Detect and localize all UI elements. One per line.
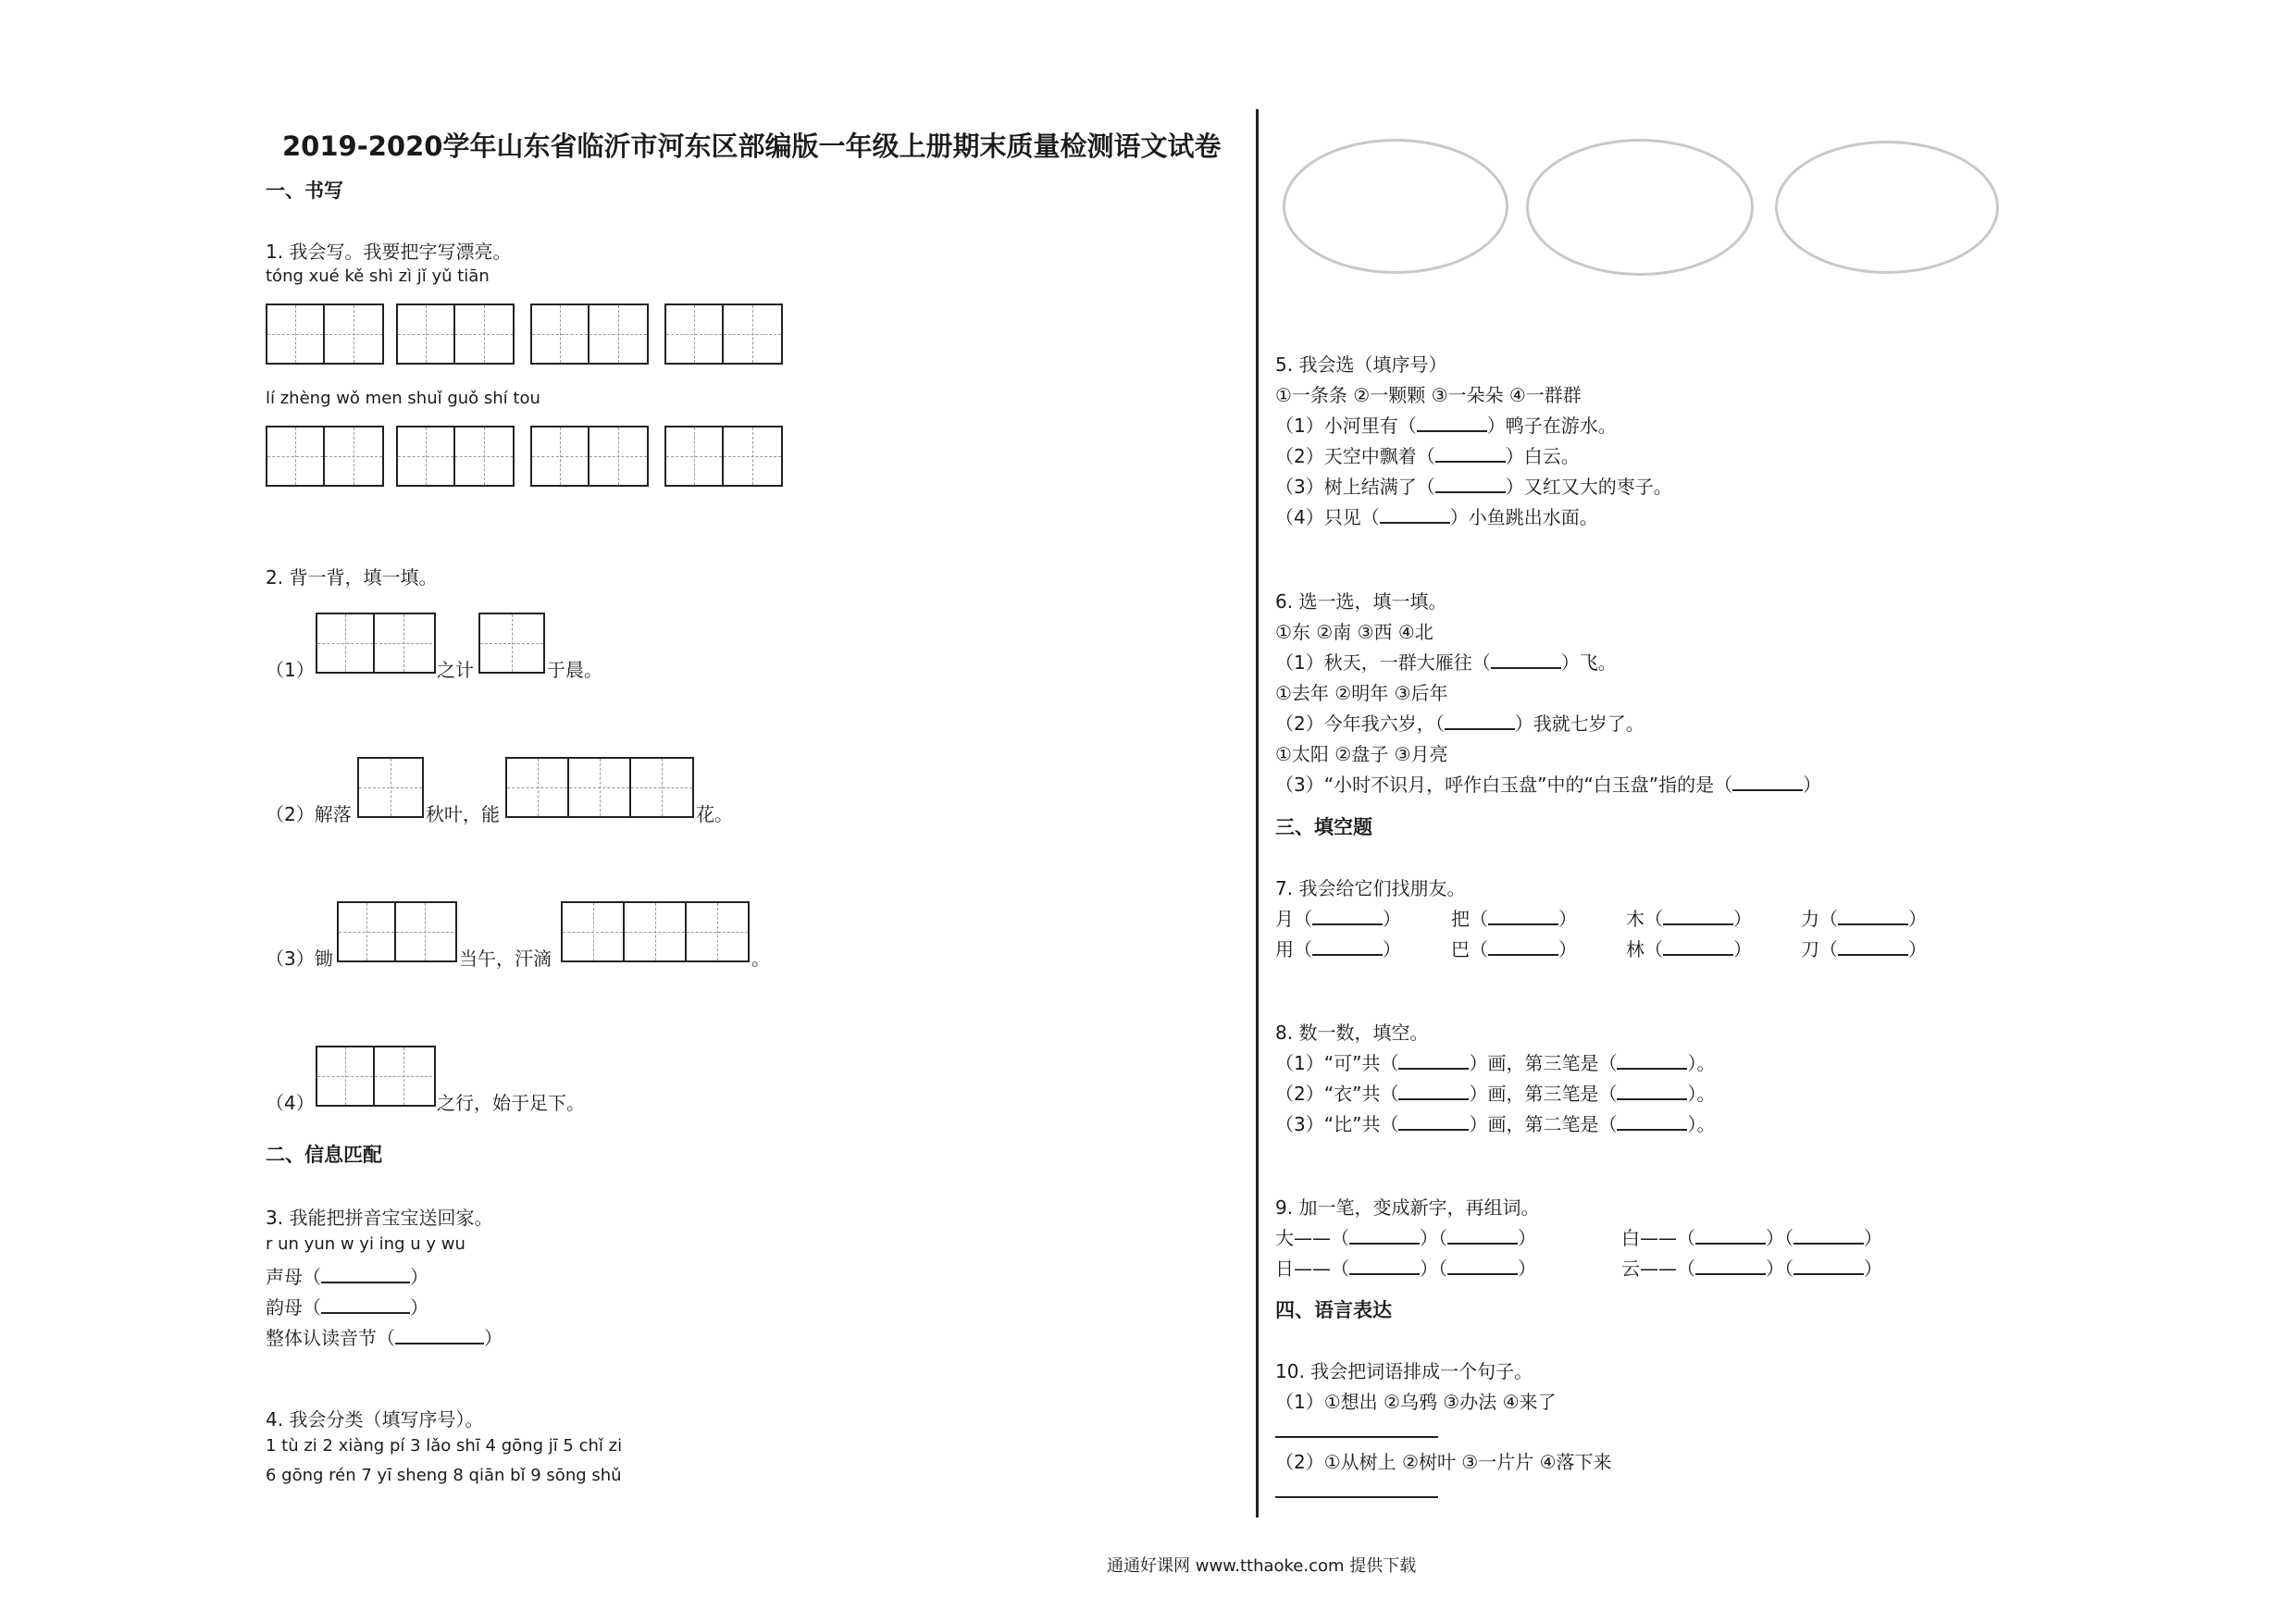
q6-options2: ①去年 ②明年 ③后年	[1275, 682, 1448, 704]
oval-answer-area[interactable]	[1283, 139, 1508, 274]
writing-grid[interactable]	[505, 757, 694, 818]
answer-blank[interactable]	[1663, 923, 1733, 925]
q5-item2: （2）天空中飘着（ ）白云。	[1275, 445, 1580, 467]
writing-grid[interactable]	[357, 757, 424, 818]
q2-line3-end: 。	[751, 948, 770, 970]
writing-grid[interactable]	[266, 426, 384, 487]
answer-blank[interactable]	[1435, 461, 1506, 463]
q2-line1-mid: 之计	[437, 659, 474, 681]
q3-options: r un yun w yi ing u y wu	[266, 1234, 465, 1254]
oval-answer-area[interactable]	[1526, 139, 1754, 276]
q7-pair: 力（ ）	[1801, 908, 1927, 930]
answer-blank[interactable]	[1312, 923, 1383, 925]
q2-prompt: 2. 背一背，填一填。	[266, 566, 438, 588]
q6-item1: （1）秋天，一群大雁往（ ）飞。	[1275, 651, 1617, 674]
answer-blank[interactable]	[1491, 667, 1561, 669]
writing-grid[interactable]	[396, 304, 515, 365]
answer-blank[interactable]	[1488, 954, 1558, 956]
q5-item4: （4）只见（ ）小鱼跳出水面。	[1275, 506, 1598, 528]
answer-blank[interactable]	[1312, 954, 1383, 956]
q5-options: ①一条条 ②一颗颗 ③一朵朵 ④一群群	[1275, 384, 1582, 406]
writing-grid[interactable]	[478, 613, 545, 674]
q3-prompt: 3. 我能把拼音宝宝送回家。	[266, 1207, 493, 1229]
answer-blank[interactable]	[1793, 1273, 1864, 1275]
q10-item2: （2）①从树上 ②树叶 ③一片片 ④落下来	[1275, 1451, 1612, 1473]
q7-prompt: 7. 我会给它们找朋友。	[1275, 877, 1466, 899]
oval-answer-area[interactable]	[1775, 141, 1999, 274]
q7-pair: 用（ ）	[1275, 938, 1401, 960]
answer-blank[interactable]	[321, 1282, 410, 1283]
q9-item: 云——（ ）（ ）	[1621, 1258, 1882, 1280]
q1-pinyin-row1: tóng xué kě shì zì jǐ yǔ tiān	[266, 266, 490, 286]
answer-blank[interactable]	[1488, 923, 1558, 925]
q2-line2-mid: 秋叶，能	[426, 803, 500, 825]
q5-prompt: 5. 我会选（填序号）	[1275, 353, 1447, 376]
section-heading-fill-in: 三、填空题	[1275, 816, 1372, 838]
q6-options3: ①太阳 ②盘子 ③月亮	[1275, 743, 1448, 765]
q2-line3-num: （3）锄	[266, 948, 333, 970]
q4-row1: 1 tù zi 2 xiàng pí 3 lǎo shī 4 gōng jī 5 chǐ zi	[266, 1436, 623, 1456]
q2-line3-mid: 当午，汗滴	[459, 948, 552, 970]
q7-pair: 刀（ ）	[1801, 938, 1927, 960]
writing-grid[interactable]	[266, 304, 384, 365]
answer-blank[interactable]	[321, 1312, 410, 1314]
q7-pair: 木（ ）	[1626, 908, 1752, 930]
section-heading-writing: 一、书写	[266, 180, 343, 202]
writing-grid[interactable]	[561, 901, 750, 962]
q2-line2-end: 花。	[696, 803, 733, 825]
q6-item3: （3）“小时不识月，呼作白玉盘”中的“白玉盘”指的是（ ）	[1275, 774, 1822, 796]
q2-line1-num: （1）	[266, 659, 315, 681]
q5-item1: （1）小河里有（ ）鸭子在游水。	[1275, 415, 1617, 437]
writing-grid[interactable]	[337, 901, 457, 962]
q2-line2-num: （2）解落	[266, 803, 352, 825]
footer-credit: 通通好课网 www.tthaoke.com 提供下载	[1107, 1556, 1417, 1576]
q6-prompt: 6. 选一选，填一填。	[1275, 590, 1447, 613]
answer-blank[interactable]	[1447, 1273, 1518, 1275]
answer-blank[interactable]	[1398, 1068, 1469, 1070]
q6-options1: ①东 ②南 ③西 ④北	[1275, 621, 1433, 643]
q5-item3: （3）树上结满了（ ）又红又大的枣子。	[1275, 476, 1672, 498]
q8-item1: （1）“可”共（ ）画，第三笔是（ ）。	[1275, 1052, 1716, 1074]
q9-item: 日——（ ）（ ）	[1275, 1258, 1536, 1280]
answer-blank[interactable]	[1398, 1129, 1469, 1131]
answer-blank[interactable]	[1793, 1243, 1864, 1245]
section-heading-matching: 二、信息匹配	[266, 1144, 382, 1166]
writing-grid[interactable]	[316, 1046, 436, 1107]
answer-blank[interactable]	[1695, 1243, 1766, 1245]
q7-pair: 把（ ）	[1451, 908, 1577, 930]
answer-blank[interactable]	[1349, 1273, 1420, 1275]
q10-prompt: 10. 我会把词语排成一个句子。	[1275, 1360, 1533, 1382]
q1-prompt: 1. 我会写。我要把字写漂亮。	[266, 241, 512, 263]
page-title: 2019-2020学年山东省临沂市河东区部编版一年级上册期末质量检测语文试卷	[282, 130, 1222, 162]
column-divider	[1256, 109, 1259, 1518]
q2-line4-end: 之行，始于足下。	[437, 1092, 585, 1114]
q9-item: 大——（ ）（ ）	[1275, 1227, 1536, 1249]
answer-blank[interactable]	[1695, 1273, 1766, 1275]
writing-grid[interactable]	[316, 613, 436, 674]
q7-pair: 巴（ ）	[1451, 938, 1577, 960]
writing-grid[interactable]	[396, 426, 515, 487]
q8-prompt: 8. 数一数，填空。	[1275, 1022, 1429, 1044]
q3-line-finals: 韵母（ ）	[266, 1296, 428, 1319]
answer-blank[interactable]	[1380, 522, 1450, 524]
section-heading-expression: 四、语言表达	[1275, 1299, 1392, 1321]
answer-blank[interactable]	[1398, 1098, 1469, 1100]
answer-blank[interactable]	[1447, 1243, 1518, 1245]
answer-blank[interactable]	[1617, 1098, 1687, 1100]
answer-blank[interactable]	[1838, 954, 1908, 956]
q3-line-initials: 声母（ ）	[266, 1266, 428, 1288]
answer-blank[interactable]	[1417, 430, 1487, 432]
q8-item2: （2）“衣”共（ ）画，第三笔是（ ）。	[1275, 1083, 1716, 1105]
q4-row2: 6 gōng rén 7 yī sheng 8 qiān bǐ 9 sōng shǔ	[266, 1466, 622, 1485]
answer-blank[interactable]	[1435, 491, 1506, 493]
writing-grid[interactable]	[664, 304, 783, 365]
q2-line4-num: （4）	[266, 1092, 315, 1114]
answer-line[interactable]	[1275, 1496, 1438, 1498]
writing-grid[interactable]	[530, 426, 649, 487]
q7-pair: 林（ ）	[1626, 938, 1752, 960]
q9-item: 白——（ ）（ ）	[1621, 1227, 1882, 1249]
q10-item1: （1）①想出 ②乌鸦 ③办法 ④来了	[1275, 1391, 1557, 1413]
q9-prompt: 9. 加一笔，变成新字，再组词。	[1275, 1196, 1540, 1219]
writing-grid[interactable]	[530, 304, 649, 365]
answer-line[interactable]	[1275, 1436, 1438, 1438]
answer-blank[interactable]	[1663, 954, 1733, 956]
q4-prompt: 4. 我会分类（填写序号）。	[266, 1408, 484, 1431]
q6-item2: （2）今年我六岁，（ ）我就七岁了。	[1275, 712, 1644, 735]
writing-grid[interactable]	[664, 426, 783, 487]
answer-blank[interactable]	[395, 1343, 484, 1344]
q3-line-whole-syllables: 整体认读音节（ ）	[266, 1327, 503, 1349]
answer-blank[interactable]	[1617, 1129, 1687, 1131]
answer-blank[interactable]	[1838, 923, 1908, 925]
answer-blank[interactable]	[1732, 789, 1803, 791]
answer-blank[interactable]	[1617, 1068, 1687, 1070]
q8-item3: （3）“比”共（ ）画，第二笔是（ ）。	[1275, 1113, 1716, 1135]
q7-pair: 月（ ）	[1275, 908, 1401, 930]
answer-blank[interactable]	[1445, 728, 1515, 730]
answer-blank[interactable]	[1349, 1243, 1420, 1245]
q1-pinyin-row2: lí zhèng wǒ men shuǐ guǒ shí tou	[266, 389, 540, 408]
q2-line1-end: 于晨。	[547, 659, 602, 681]
